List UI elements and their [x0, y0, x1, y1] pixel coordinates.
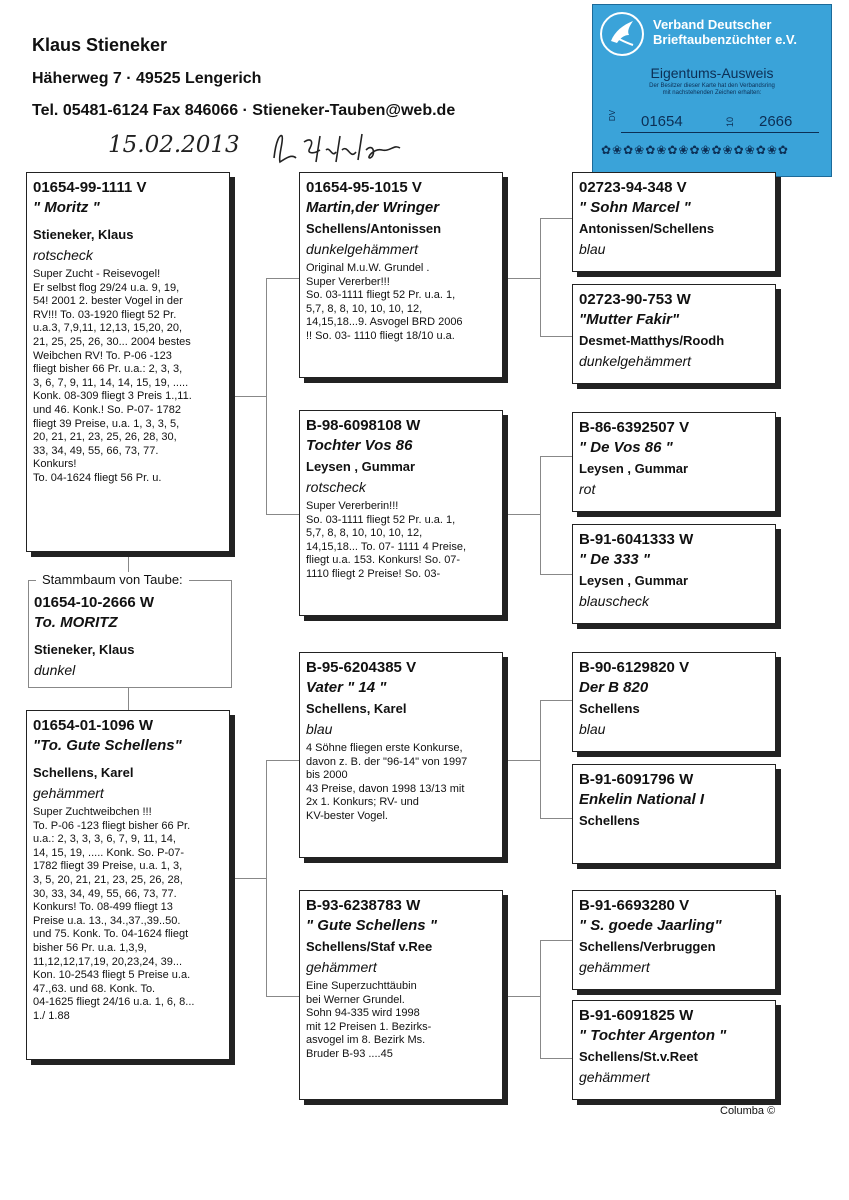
connector: [540, 700, 572, 701]
ggp-owner: Leysen , Gummar: [579, 461, 689, 476]
dam-name: "To. Gute Schellens": [33, 737, 182, 754]
connector: [266, 514, 299, 515]
ggp-name: " De 333 ": [579, 551, 650, 568]
sire-dam-owner: Leysen , Gummar: [306, 459, 416, 474]
dam-notes: Super Zuchtweibchen !!! To. P-06 -123 fliegt bisher 66 Pr. u.a.: 2, 3, 3, 3, 6, 7, 9, 11, 14, 14, 15, 19, ..... Konk. So. P-07- 1782 fliegt 39 Preise, u.a. 1, 3, 3, 5, 20, 21, 21, 23, 25, 26, 28, 30, 33, 34, 49, 55, 66, 73, 77. Konkurs! To. 08-499 fliegt 13 Preise u.a. 13., 34.,37.,39..50. und 75. Konk. To. 04-1624 fliegt bisher 56 Pr. u.a. 1,3,9, 11,12,12,17,19, 20,23,24, 39... Kon. 10-2543 fliegt 5 Preise u.a. 47.,63. und 68. Konk. To. 04-1625 fliegt 24/16 u.a. 1, 6, 8... 1./ 1.88: [33, 806, 195, 1022]
connector: [230, 396, 266, 397]
dam-sire-box: [299, 652, 503, 858]
sire-color: rotscheck: [33, 247, 93, 263]
connector: [540, 940, 572, 941]
sire-dam-notes: Super Vererberin!!! So. 03-1111 fliegt 52 Pr. u.a. 1, 5,7, 8, 8, 10, 10, 10, 12, 14,15,18... To. 07- 1111 4 Preise, fliegt u.a. 153. Konkurs! So. 07- 1110 fliegt 2 Preise! So. 03-: [306, 500, 467, 580]
connector: [503, 514, 540, 515]
card-club-number: 01654: [641, 113, 683, 130]
sire-sire-ring: 01654-95-1015 V: [306, 179, 422, 196]
card-org: [653, 17, 797, 47]
ggp-name: "Mutter Fakir": [579, 311, 680, 328]
ggp-name: " Tochter Argenton ": [579, 1027, 727, 1044]
footer-credit: Columba ©: [720, 1105, 776, 1117]
dam-sire-notes: 4 Söhne fliegen erste Konkurse, davon z. B. der "96-14" von 1997 bis 2000 43 Preise, davon 1998 13/13 mit 2x 1. Konkurs; RV- und KV-bester Vogel.: [306, 742, 468, 822]
ggp-name: " S. goede Jaarling": [579, 917, 722, 934]
signature-date: 15.02.2013: [108, 132, 240, 158]
ggp-owner: Leysen , Gummar: [579, 573, 689, 588]
dam-sire-color: blau: [306, 721, 333, 737]
connector: [540, 456, 541, 574]
sire-notes: Super Zucht - Reisevogel! Er selbst flog 29/24 u.a. 9, 19, 54! 2001 2. bester Vogel in der RV!!! To. 03-1920 fliegt 52 Pr. u.a.3, 7,9,11, 12,13, 15,20, 20, 21, 25, 25, 26, 30... 2004 bestes Weibchen RV! To. P-06 -123 fliegt bisher 66 Pr. u.a.: 2, 3, 3, 3, 6, 7, 9, 11, 14, 14, 15, 19, ..... Konk. 08-309 fliegt 3 Preis 1.,11. und 46. Konk.! So. P-07- 1782 fliegt 39 Preise, u.a. 1, 3, 3, 5, 20, 21, 21, 23, 25, 26, 28, 30, 33, 34, 49, 55, 66, 73, 77. Konkurs! To. 04-1624 fliegt 56 Pr. u.: [33, 268, 192, 484]
sire-dam-name: Tochter Vos 86: [306, 437, 413, 454]
card-ornament: ✿❀✿❀✿❀✿❀✿❀✿❀✿❀✿❀✿: [601, 143, 789, 157]
ggp-owner: Schellens/Verbruggen: [579, 939, 716, 954]
dam-color: gehämmert: [33, 785, 104, 801]
sire-name: " Moritz ": [33, 199, 100, 216]
connector: [266, 760, 299, 761]
connector: [266, 278, 299, 279]
ggp-box-ssd: [572, 284, 776, 384]
connector: [540, 336, 572, 337]
card-title: Eigentums-Ausweis: [650, 65, 774, 81]
connector: [266, 996, 299, 997]
ownership-card: [592, 4, 832, 177]
ggp-owner: Antonissen/Schellens: [579, 221, 715, 236]
connector: [128, 688, 129, 710]
card-divider: [621, 132, 819, 133]
subject-legend: Stammbaum von Taube:: [36, 572, 189, 587]
connector: [540, 574, 572, 575]
dam-sire-owner: Schellens, Karel: [306, 701, 407, 716]
subject-box: [34, 594, 154, 680]
ggp-box-sdd: [572, 524, 776, 624]
ggp-ring: 02723-94-348 V: [579, 179, 687, 196]
connector: [540, 218, 572, 219]
connector: [540, 218, 541, 336]
ggp-name: Enkelin National I: [579, 791, 705, 808]
ggp-box-dss: [572, 652, 776, 752]
ggp-ring: B-91-6693280 V: [579, 897, 690, 914]
card-org-line1: Verband Deutscher: [653, 17, 772, 32]
dam-dam-owner: Schellens/Staf v.Ree: [306, 939, 433, 954]
dam-box: [26, 710, 230, 1060]
sire-sire-box: [299, 172, 503, 378]
connector: [503, 760, 540, 761]
dam-dam-box: [299, 890, 503, 1100]
connector: [503, 278, 540, 279]
card-fine-print: [593, 83, 831, 97]
dam-owner: Schellens, Karel: [33, 765, 134, 780]
connector: [503, 996, 540, 997]
connector: [540, 1058, 572, 1059]
sire-owner: Stieneker, Klaus: [33, 227, 134, 242]
ggp-color: gehämmert: [579, 959, 650, 975]
breeder-contact: Tel. 05481-6124 Fax 846066 · Stieneker-Tauben@web.de: [32, 102, 456, 119]
ggp-owner: Desmet-Matthys/Roodh: [579, 333, 725, 348]
subject-color: dunkel: [34, 662, 76, 678]
ggp-owner: Schellens/St.v.Reet: [579, 1049, 698, 1064]
card-fine-line2: mit nachstehenden Zeichen erhalten:: [662, 90, 762, 96]
sire-sire-name: Martin,der Wringer: [306, 199, 440, 216]
ggp-owner: Schellens: [579, 701, 640, 716]
sire-dam-ring: B-98-6098108 W: [306, 417, 421, 434]
sire-dam-color: rotscheck: [306, 479, 366, 495]
card-org-line2: Brieftaubenzüchter e.V.: [653, 32, 798, 47]
card-fine-line1: Der Besitzer dieser Karte hat den Verbandsring: [649, 83, 775, 89]
connector: [540, 456, 572, 457]
sire-sire-notes: Original M.u.W. Grundel . Super Vererber!!! So. 03-1111 fliegt 52 Pr. u.a. 1, 5,7, 8, 8, 10, 10, 10, 12, 14,15,18...9. Asvogel BRD 2006 !! So. 03- 1110 fliegt 18/10 u.a.: [306, 262, 463, 342]
ggp-ring: B-91-6091825 W: [579, 1007, 694, 1024]
ggp-name: " De Vos 86 ": [579, 439, 673, 456]
ggp-ring: B-91-6041333 W: [579, 531, 694, 548]
dam-dam-name: " Gute Schellens ": [306, 917, 437, 934]
ggp-name: " Sohn Marcel ": [579, 199, 691, 216]
handwritten-signature: [270, 128, 430, 168]
ggp-box-dsd: [572, 764, 776, 864]
sire-box: [26, 172, 230, 552]
ggp-box-sss: [572, 172, 776, 272]
ggp-ring: 02723-90-753 W: [579, 291, 691, 308]
ggp-color: blauscheck: [579, 593, 650, 609]
ggp-name: Der B 820: [579, 679, 649, 696]
connector: [266, 278, 267, 514]
breeder-name: Klaus Stieneker: [32, 35, 168, 55]
dove-logo-icon: [599, 11, 645, 57]
ggp-owner: Schellens: [579, 813, 640, 828]
sire-ring: 01654-99-1111 V: [33, 179, 147, 196]
ggp-color: gehämmert: [579, 1069, 650, 1085]
sire-sire-color: dunkelgehämmert: [306, 241, 419, 257]
breeder-address: Häherweg 7 · 49525 Lengerich: [32, 70, 262, 87]
card-year: 10: [725, 116, 736, 128]
dam-dam-ring: B-93-6238783 W: [306, 897, 421, 914]
ggp-color: rot: [579, 481, 596, 497]
ggp-color: dunkelgehämmert: [579, 353, 692, 369]
ggp-color: blau: [579, 241, 606, 257]
ggp-ring: B-86-6392507 V: [579, 419, 690, 436]
connector: [540, 700, 541, 818]
ggp-color: blau: [579, 721, 606, 737]
ggp-ring: B-90-6129820 V: [579, 659, 690, 676]
ggp-box-sds: [572, 412, 776, 512]
subject-name: To. MORITZ: [34, 614, 118, 631]
dam-dam-notes: Eine Superzuchttäubin bei Werner Grundel. Sohn 94-335 wird 1998 mit 12 Preisen 1. Bezirks- asvogel im 8. Bezirk Ms. Bruder B-93 ....45: [306, 980, 432, 1060]
ggp-box-dds: [572, 890, 776, 990]
dam-ring: 01654-01-1096 W: [33, 717, 154, 734]
subject-owner: Stieneker, Klaus: [34, 642, 135, 657]
card-ring-number: 2666: [759, 113, 793, 130]
dam-dam-color: gehämmert: [306, 959, 377, 975]
card-dv: DV: [608, 109, 618, 122]
sire-sire-owner: Schellens/Antonissen: [306, 221, 442, 236]
sire-dam-box: [299, 410, 503, 616]
connector: [230, 878, 266, 879]
connector: [540, 940, 541, 1058]
subject-ring: 01654-10-2666 W: [34, 594, 155, 611]
ggp-box-ddd: [572, 1000, 776, 1100]
connector: [540, 818, 572, 819]
dam-sire-name: Vater " 14 ": [306, 679, 387, 696]
dam-sire-ring: B-95-6204385 V: [306, 659, 417, 676]
connector: [266, 760, 267, 996]
ggp-ring: B-91-6091796 W: [579, 771, 694, 788]
